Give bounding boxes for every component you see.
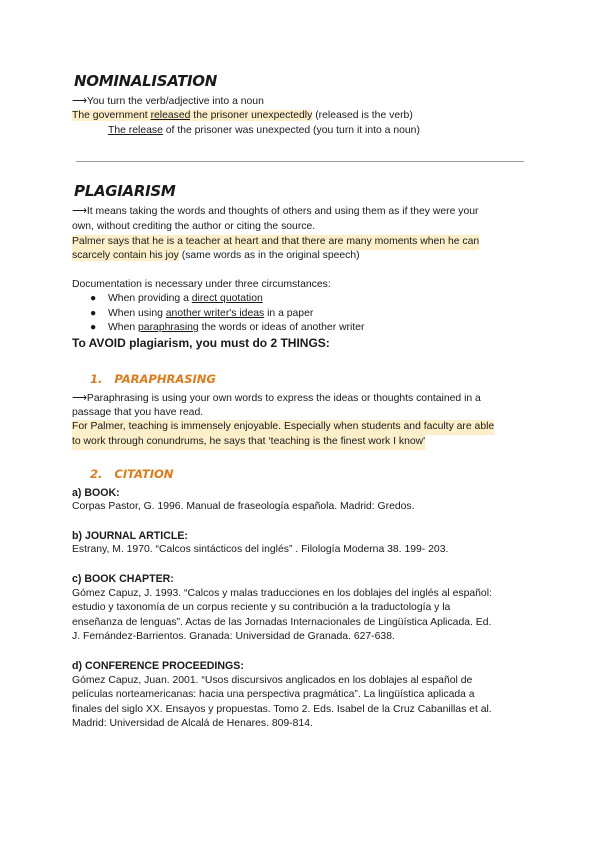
bullet-text: When [108, 322, 139, 333]
documentation-intro: Documentation is necessary under three circumstances: [72, 279, 331, 290]
conference-reference-line: Madrid: Universidad de Alcalá de Henares. 809-814. [72, 718, 313, 729]
conference-reference-line: Gómez Capuz, Juan. 2001. “Usos discursivos anglicados en los doblajes al español de [72, 675, 473, 686]
plagiarism-example-line-2 [72, 249, 360, 264]
citation-number: 2. [90, 467, 103, 481]
chapter-label: c) BOOK CHAPTER: [72, 573, 174, 585]
example-1-verb: released [150, 110, 191, 121]
chapter-reference-line: J. Fernández-Barrientos. Granada: Universidad de Granada. 627-638. [72, 631, 395, 642]
bullet-dot-icon: ● [90, 293, 97, 304]
book-reference: Corpas Pastor, G. 1996. Manual de fraseología española. Madrid: Gredos. [72, 501, 415, 512]
plagiarism-example-highlight: scarcely contain his joy [72, 250, 179, 261]
bullet-text: When using [108, 308, 166, 319]
chapter-reference-line: Gómez Capuz, J. 1993. “Calcos y malas traducciones en los doblajes del inglés al español: [72, 588, 492, 599]
bullet-text: When providing a [108, 293, 192, 304]
chapter-reference-line: enseñanza de lenguas”. Actas de las Jornadas Internacionales de Lingüística Aplicada. Ed. [72, 617, 492, 628]
nominalisation-definition: ⟶You turn the verb/adjective into a noun [72, 96, 264, 107]
nominalisation-example-1 [72, 109, 413, 124]
paraphrasing-definition-line-1: ⟶Paraphrasing is using your own words to express the ideas or thoughts contained in a [72, 393, 481, 404]
example-1-note: (released is the verb) [312, 110, 413, 121]
example-1-pre: The government [72, 110, 151, 121]
example-2-post: of the prisoner was unexpected (you turn it into a noun) [162, 125, 420, 136]
plagiarism-definition-line-1: ⟶It means taking the words and thoughts of others and using them as if they were your [72, 206, 479, 217]
bullet-underlined: direct quotation [191, 293, 263, 304]
bullet-dot-icon: ● [90, 308, 97, 319]
bullet-text-post: the words or ideas of another writer [198, 322, 365, 333]
paraphrasing-heading [90, 372, 216, 386]
example-1-post: the prisoner unexpectedly [190, 110, 313, 121]
chapter-reference-line: estudio y taxonomía de un corpus reciente y su contribución a la traductología y la [72, 602, 451, 613]
journal-label: b) JOURNAL ARTICLE: [72, 530, 188, 542]
paraphrasing-example-line-2: to work through conundrums, he says that ‘teaching is the finest work I know' [72, 435, 425, 450]
journal-reference: Estrany, M. 1970. “Calcos sintácticos del inglés” . Filología Moderna 38. 199- 203. [72, 544, 449, 555]
conference-reference-line: finales del siglo XX. Ensayos y propuestas. Tomo 2. Eds. Isabel de la Cruz Cabanillas et al. [72, 704, 492, 715]
example-2-noun: The release [108, 125, 163, 136]
paraphrasing-title: PARAPHRASING [114, 372, 216, 386]
avoid-plagiarism-heading: To AVOID plagiarism, you must do 2 THINGS: [72, 336, 330, 350]
bullet-underlined: paraphrasing [138, 322, 199, 333]
section-divider [76, 161, 524, 162]
paraphrasing-number: 1. [90, 372, 103, 386]
plagiarism-definition-line-2: own, without crediting the author or citing the source. [72, 221, 316, 232]
paraphrasing-example-line-1: For Palmer, teaching is immensely enjoyable. Especially when students and faculty are able [72, 420, 494, 435]
plagiarism-example-note: (same words as in the original speech) [178, 250, 360, 261]
bullet-dot-icon: ● [90, 322, 97, 333]
citation-heading [90, 467, 173, 481]
bullet-text-post: in a paper [264, 308, 314, 319]
plagiarism-example-line-1: Palmer says that he is a teacher at heart and that there are many moments when he can [72, 235, 479, 250]
nominalisation-example-2 [108, 124, 420, 139]
bullet-underlined: another writer's ideas [165, 308, 265, 319]
conference-label: d) CONFERENCE PROCEEDINGS: [72, 660, 244, 672]
paraphrasing-definition-line-2: passage that you have read. [72, 407, 204, 418]
citation-title: CITATION [114, 467, 174, 481]
plagiarism-title: PLAGIARISM [74, 182, 176, 200]
book-label: a) BOOK: [72, 487, 120, 499]
conference-reference-line: películas norteamericanas: hacia una perspectiva pragmática”. La lingüística aplicada a [72, 689, 475, 700]
nominalisation-title: NOMINALISATION [74, 72, 218, 90]
